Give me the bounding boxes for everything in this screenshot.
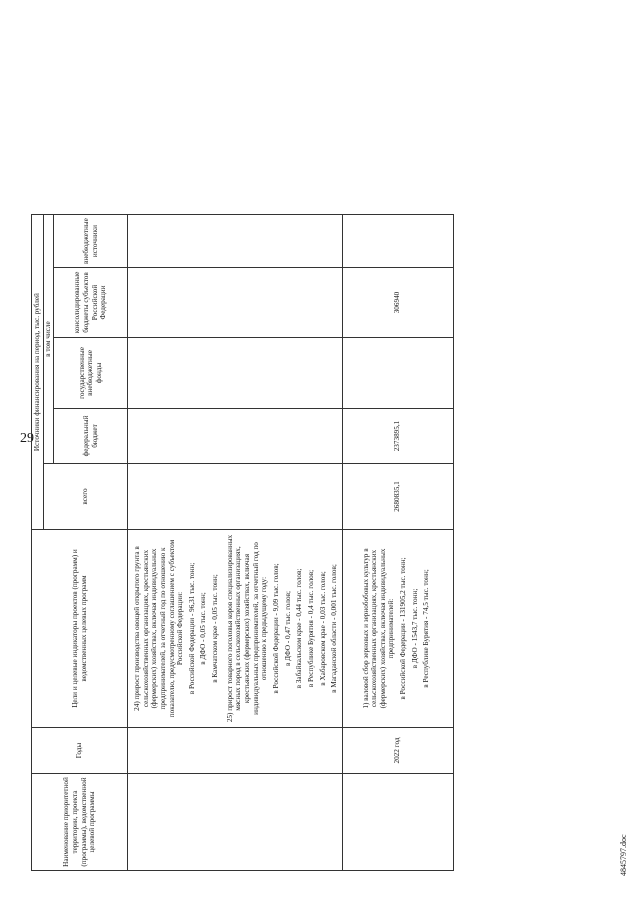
year-2022: 2022 год xyxy=(342,728,453,774)
financing-table xyxy=(31,214,454,871)
header-years: Годы xyxy=(32,728,128,774)
header-regional: консолидированные бюджеты субъектов Российской Федерации xyxy=(54,268,128,338)
header-state-funds: государственные внебюджетные фонды xyxy=(54,338,128,409)
header-total: всего xyxy=(44,464,128,530)
goal-block-24: 24) прирост производства овощей открытого грунта в сельскохозяйственных организациях, крестьянских (фермерских) хозяйствах, включая индивидуальных предпринимателей, за отчетный год по отношению к показателю, предусмотренному соглашением с субъектом Российской Федерации: в Российской Федерации - 96,31 тыс. тонн; в ДФО - 0,05 тыс. тонн; в Камчатском крае - 0,05 тыс. тонн; 25) прирост товарного поголовья коров специализированных мясных пород в сельскохозяйственных организациях, крестьянских (фермерских) хозяйствах, включая индивидуальных предпринимателей, за отчетный год по отношению к предыдущему году: в Российской Федерации - 9,09 тыс. голов; в ДФО - 0,47 тыс. голов; в Забайкальском крае - 0,44 тыс. голов; в Республике Бурятия - 0,4 тыс. голов; в Хабаровском крае - 0,03 тыс. голов; в Магаданской области - 0,001 тыс. голов; xyxy=(128,530,343,728)
regional-value: 306940 xyxy=(342,268,453,338)
table-row xyxy=(342,215,453,871)
goal-block-1: 1) валовой сбор зерновых и зернобобовых культур в сельскохозяйственных организациях, крестьянских (фермерских) хозяйствах, включая индивидуальных предпринимателей: в Российской Федерации - 131905,2 тыс. тонн; в ДФО - 1543,7 тыс. тонн; в Республике Бурятия - 74,5 тыс. тонн; xyxy=(342,530,453,728)
header-federal: федеральный бюджет xyxy=(54,409,128,464)
table-row xyxy=(128,215,343,871)
total-value: 2680835,1 xyxy=(342,464,453,530)
rotated-sheet xyxy=(31,11,631,876)
header-name: Наименование приоритетной территории, проекта (программы), ведомственной целевой программы xyxy=(32,774,128,871)
doc-code: 4845797.doc xyxy=(619,834,628,876)
header-extra: внебюджетные источники xyxy=(54,215,128,268)
header-goals: Цели и целевые индикаторы проектов (программ) и ведомственных целевых программ xyxy=(32,530,128,728)
federal-value: 2373895,1 xyxy=(342,409,453,464)
header-financing: Источники финансирования на период, тыс. рублей xyxy=(32,215,44,530)
page-number: 29 xyxy=(20,431,34,446)
header-including: в том числе xyxy=(44,215,54,464)
